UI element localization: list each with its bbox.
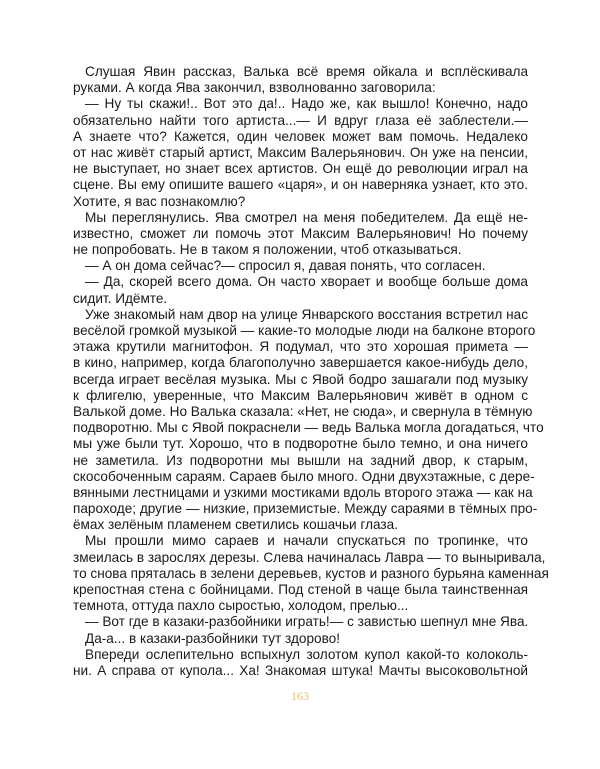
text-line: ёмах зелёным пламенем светились кошачьи глаза. [73,517,398,533]
text-line: Валькой доме. Но Валька сказала: «Нет, не сюда», и свернула в тёмную [73,403,533,419]
text-line: то снова пряталась в зелени деревьев, кустов и разного бурьяна каменная [73,565,549,581]
text-line: сидит. Идёмте. [73,290,168,306]
text-line: всегда играет весёлая музыка. Мы с Явой бодро зашагали под музыку [73,371,528,387]
text-line: — Ну ты скажи!.. Вот это да!.. Надо же, как вышло! Конечно, надо [85,96,528,112]
text-line: не выступает, но знает всех артистов. Он ещё до революции играл на [73,161,528,177]
text-line: скособоченным сараям. Сараев было много. Одни двухэтажные, с дере- [73,468,535,484]
text-line: от нас живёт старый артист, Максим Валерьянович. Он уже на пенсии, [73,144,528,160]
text-line: в кино, например, когда благополучно завершается какое-нибудь дело, [73,355,528,371]
text-line: весёлой громкой музыкой — какие-то молодые люди на балконе второго [73,323,536,338]
text-line: — Да, скорей всего дома. Он часто хворает и вообще больше дома [85,274,528,290]
text-line: — Вот где в казаки-разбойники играть!— с завистью шепнул мне Ява. [85,614,529,630]
text-line: Слушая Явин рассказ, Валька всё время ойкала и всплёскивала [85,64,528,79]
text-line: Мы прошли мимо сараев и начали спускаться по тропинке, что [85,533,528,549]
text-line: подворотню. Мы с Явой покраснели — ведь Валька могла догадаться, что [73,420,544,436]
text-line: Уже знакомый нам двор на улице Январского восстания встретил нас [85,306,528,322]
text-line: Мы переглянулись. Ява смотрел на меня победителем. Да ещё не- [85,209,528,225]
text-line: Хотите, я вас познакомлю? [73,193,246,209]
text-line: крепостная стена с бойницами. Под стеной в чаще была таинственная [73,582,528,597]
text-line: ни. А справа от купола... Ха! Знакомая штука! Мачты высоковольтной [73,662,528,678]
text-line: руками. А когда Ява закончил, взволнованно заговорила: [73,80,436,96]
page-body-text [73,64,549,679]
text-line: — А он дома сейчас?— спросил я, давая понять, что согласен. [85,258,486,274]
page-number: 163 [291,689,309,703]
text-line: к флигелю, уверенные, что Максим Валерьянович живёт в одном с [73,387,528,403]
text-line: А знаете что? Кажется, один человек может вам помочь. Недалеко [73,128,528,144]
text-line: мы уже были тут. Хорошо, что в подворотне было темно, и она ничего [73,436,528,452]
text-line: вянными лестницами и узкими мостиками вдоль второго этажа — как на [73,484,533,500]
text-line: этажа крутили магнитофон. Я подумал, что это хорошая примета — [73,339,528,355]
text-line: сцене. Вы ему опишите вашего «царя», и он наверняка узнает, кто это. [73,177,528,193]
text-line: не попробовать. Не в таком я положении, чтоб отказываться. [73,242,462,258]
text-line: темнота, оттуда пахло сыростью, холодом, прелью... [73,598,409,614]
text-line: обязательно найти того артиста...— И вдруг глаза её заблестели.— [73,112,528,128]
text-line: Впереди ослепительно вспыхнул золотом купол какой-то колоколь- [85,646,528,662]
text-line: не заметила. Из подворотни мы вышли на задний двор, к старым, [73,452,528,468]
text-line: Да-а... в казаки-разбойники тут здорово! [85,630,341,646]
text-line: известно, сможет ли помочь этот Максим Валерьянович! Но почему [73,225,528,241]
text-line: пароходе; другие — низкие, приземистые. Между сараями в тёмных про- [73,501,538,517]
text-line: змеилась в зарослях дерезы. Слева начиналась Лавра — то выныривала, [73,549,546,565]
